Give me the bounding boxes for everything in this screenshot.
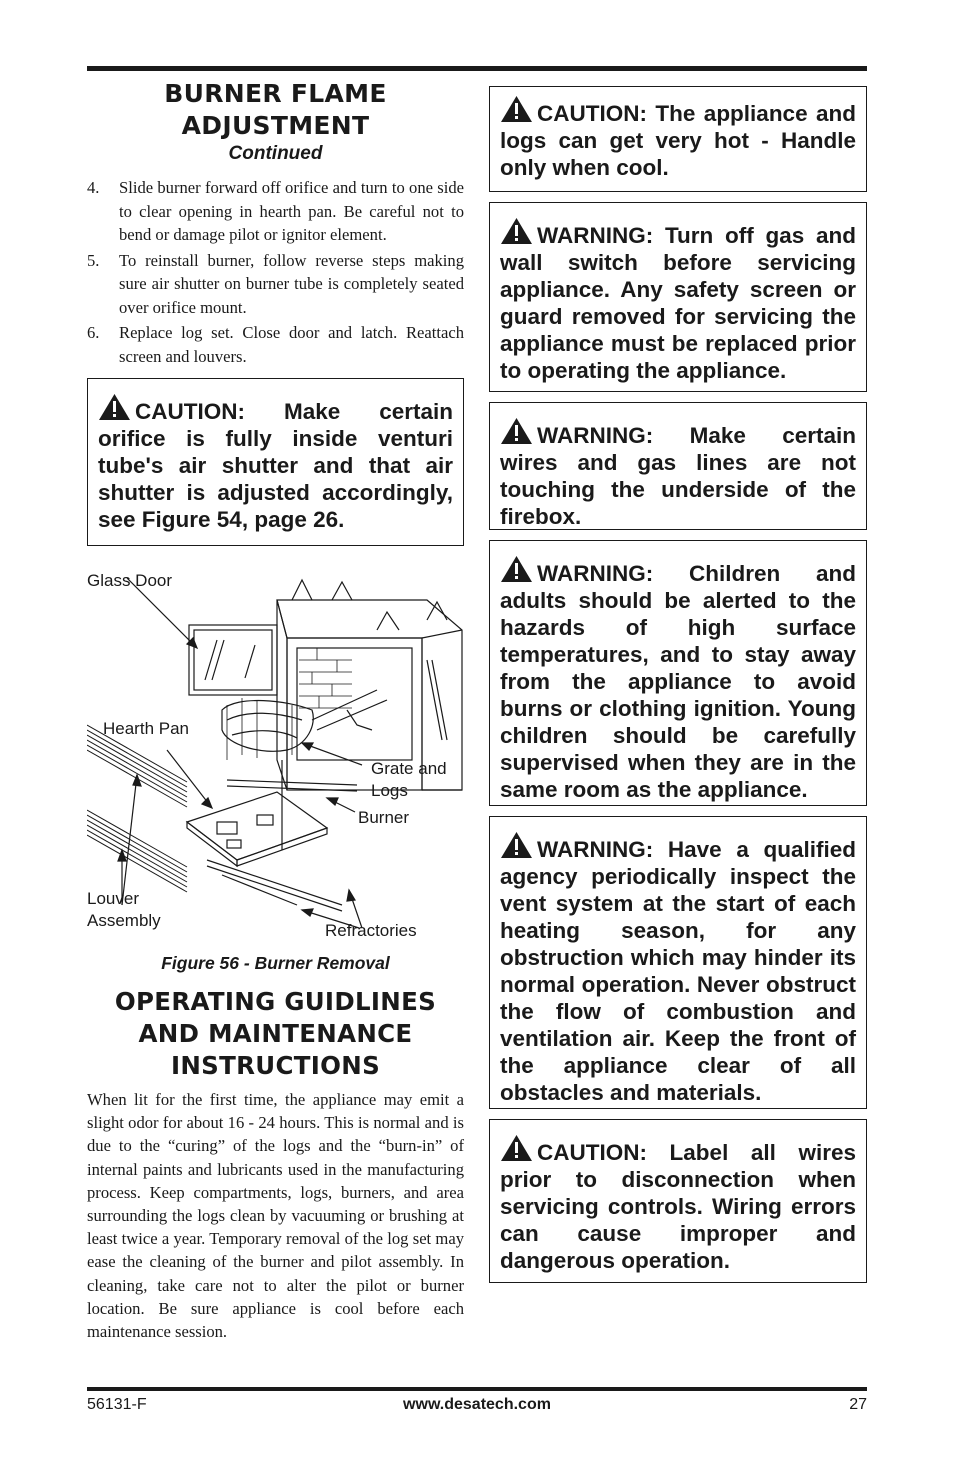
step-number: 5.: [87, 250, 100, 270]
label-hearth-pan: Hearth Pan: [103, 719, 189, 738]
label-burner: Burner: [358, 808, 410, 827]
warning-triangle-icon: [500, 831, 533, 859]
box-text: CAUTION: Label all wires prior to disconnection when servicing controls. Wiring errors can cause improper and dangerous operation.: [500, 1140, 856, 1273]
step-text: Replace log set. Close door and latch. Reattach screen and louvers.: [119, 323, 464, 366]
section-heading: BURNER FLAME ADJUSTMENT: [164, 79, 387, 140]
page-number: 27: [849, 1396, 867, 1413]
step-text: To reinstall burner, follow reverse steps making sure air shutter on burner tube is completely seated over orifice mount.: [119, 250, 464, 317]
figure-caption: Figure 56 - Burner Removal: [161, 953, 390, 973]
heading-line: OPERATING GUIDLINES: [114, 987, 437, 1016]
step-number: 4.: [87, 178, 100, 197]
box-text: WARNING: Children and adults should be alerted to the hazards of high surface temperatures, and to stay away from the appliance to avoid burns or clothing ignition. Young children should be carefully supervised when they are in the same room as the appliance.: [500, 561, 856, 802]
right-column: [489, 86, 867, 1293]
step-list: [87, 176, 464, 368]
box-text: CAUTION: The appliance and logs can get very hot - Handle only when cool.: [500, 101, 856, 180]
warning-box-gas: [489, 202, 867, 392]
caution-box-orifice: [87, 378, 464, 546]
warning-triangle-icon: [500, 217, 533, 245]
burner-removal-illustration: [87, 560, 464, 950]
step-number: 6.: [87, 323, 100, 342]
label-glass-door: Glass Door: [87, 571, 173, 590]
warning-triangle-icon: [500, 95, 533, 123]
list-item: [87, 321, 464, 368]
maintenance-paragraph: When lit for the first time, the appliance may emit a slight odor for about 16 - 24 hours. This is normal and is due to the “curing” of the logs and the “burn-in” of internal paints and lubricants used in the manufacturing process. Keep compartments, logs, burners, and area surrounding the logs clean by vacuuming or brushing at least twice a year. Temporary removal of the log set may ease the cleaning of the burner and pilot assembly. In cleaning, take care not to alter the pilot or burner location. Be sure appliance is cool before each maintenance session.: [87, 1090, 464, 1342]
step-text: Slide burner forward off orifice and turn to one side to clear opening in hearth pan. Be careful not to bend or damage pilot or ignitor element.: [119, 178, 464, 244]
list-item: [87, 176, 464, 247]
caution-box-hot: [489, 86, 867, 192]
label-refractories: Refractories: [325, 921, 417, 940]
caution-text: CAUTION: Make certain orifice is fully inside venturi tube's air shutter and that air shutter is adjusted accordingly, see Figure 54, page 26.: [98, 399, 453, 532]
heading-line: AND MAINTENANCE: [138, 1019, 413, 1048]
label-grate-logs-2: Logs: [371, 781, 408, 800]
left-column: [87, 78, 464, 1343]
heading-line: INSTRUCTIONS: [170, 1051, 381, 1080]
top-rule: [87, 66, 867, 71]
box-text: WARNING: Make certain wires and gas lines are not touching the underside of the firebox.: [500, 423, 856, 529]
doc-number: 56131-F: [87, 1396, 147, 1413]
bottom-rule: [87, 1387, 867, 1391]
warning-triangle-icon: [98, 393, 131, 421]
warning-triangle-icon: [500, 1134, 533, 1162]
warning-box-wires: [489, 402, 867, 530]
warning-triangle-icon: [500, 555, 533, 583]
website-link[interactable]: www.desatech.com: [403, 1396, 551, 1413]
warning-triangle-icon: [500, 417, 533, 445]
section-heading-operating: [87, 986, 464, 1082]
warning-box-children: [489, 540, 867, 806]
label-louver-1: Louver: [87, 889, 139, 908]
caution-box-wiring: [489, 1119, 867, 1283]
box-text: WARNING: Turn off gas and wall switch before servicing appliance. Any safety screen or guard removed for servicing the appliance must be replaced prior to operating the appliance.: [500, 223, 856, 383]
label-louver-2: Assembly: [87, 911, 161, 930]
burner-removal-figure: [87, 560, 464, 980]
box-text: WARNING: Have a qualified agency periodically inspect the vent system at the start of each heating season, for any obstruction which may hinder its normal operation. Never obstruct the flow of combustion and ventilation air. Keep the front of the appliance clear of all obstacles and materials.: [500, 837, 856, 1105]
warning-box-vent: [489, 816, 867, 1109]
label-grate-logs-1: Grate and: [371, 759, 447, 778]
list-item: [87, 249, 464, 320]
continued-label: Continued: [228, 143, 323, 164]
